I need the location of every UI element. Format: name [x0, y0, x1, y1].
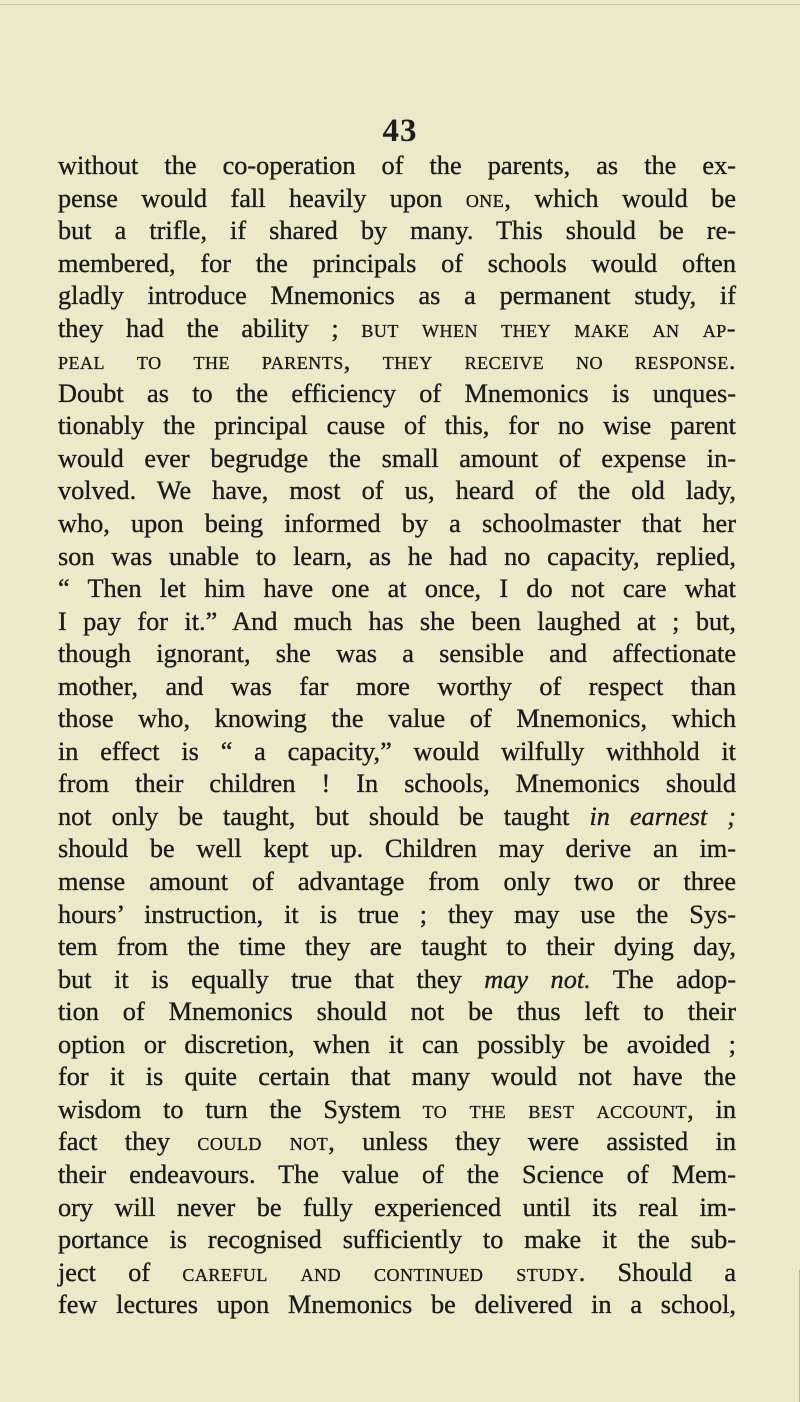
text-run: son was unable to learn, as he had no capacity, replied, [58, 541, 736, 571]
text-line [58, 703, 736, 736]
text-line [58, 736, 736, 769]
text-line [58, 606, 736, 639]
text-run: for it is quite certain that many would not have the [58, 1062, 736, 1092]
text-line [58, 1224, 736, 1257]
text-line [58, 475, 736, 508]
text-run: though ignorant, she was a sensible and affectionate [58, 639, 736, 669]
text-line [58, 1257, 736, 1290]
text-line [58, 833, 736, 866]
text-run: , which would be [504, 183, 737, 213]
text-run: but it is equally true that they [58, 964, 485, 994]
top-edge-rule [0, 4, 800, 5]
small-caps-run: to the best account [422, 1094, 688, 1124]
text-run: who, upon being informed by a schoolmaster that her [58, 509, 736, 539]
text-line [58, 443, 736, 476]
small-caps-run: one [465, 183, 505, 213]
text-line [58, 313, 736, 346]
text-run: pense would fall heavily upon [58, 183, 466, 213]
page-number: 43 [382, 113, 418, 149]
text-line [58, 378, 736, 411]
text-line [58, 996, 736, 1029]
text-run: would ever begrudge the small amount of expense in- [58, 443, 736, 473]
text-line [58, 1094, 736, 1127]
text-run: tem from the time they are taught to their dying day, [58, 932, 736, 962]
small-caps-run: careful and continued study [182, 1257, 579, 1287]
text-line [58, 1289, 736, 1322]
text-run: without the co-operation of the parents, as the ex- [58, 151, 736, 180]
text-run: wisdom to turn the System [58, 1094, 423, 1124]
text-line [58, 801, 736, 834]
text-line [58, 931, 736, 964]
text-line [58, 866, 736, 899]
text-run: hours’ instruction, it is true ; they may use the Sys- [58, 899, 736, 929]
text-run: volved. We have, most of us, heard of the old lady, [58, 476, 736, 506]
text-run: those who, knowing the value of Mnemonics, which [58, 704, 736, 734]
text-line [58, 1192, 736, 1225]
text-line [58, 1159, 736, 1192]
text-run: , in [687, 1094, 736, 1124]
italic-run: in earnest ; [589, 801, 736, 831]
text-line [58, 768, 736, 801]
text-run: The adop- [590, 964, 736, 994]
text-run: Doubt as to the efficiency of Mnemonics is unques- [58, 378, 736, 408]
text-line [58, 573, 736, 606]
text-run: fact they [58, 1127, 198, 1157]
text-run: tionably the principal cause of this, for no wise parent [58, 411, 736, 441]
text-line [58, 638, 736, 671]
text-line [58, 1061, 736, 1094]
text-run: . Should a [578, 1257, 737, 1287]
text-line [58, 899, 736, 932]
body-text [58, 150, 736, 1322]
text-line [58, 1126, 736, 1159]
text-run: in effect is “ a capacity,” would wilfully withhold it [58, 736, 736, 766]
text-run: I pay for it.” And much has she been laughed at ; but, [58, 606, 736, 636]
text-line [58, 508, 736, 541]
text-run: from their children ! In schools, Mnemonics should [58, 769, 736, 799]
text-run: ory will never be fully experienced until its real im- [58, 1192, 736, 1222]
text-run: not only be taught, but should be taught [58, 801, 590, 831]
small-caps-run: peal to the parents, they receive no response. [58, 346, 736, 376]
text-line [58, 345, 736, 378]
text-run: few lectures upon Mnemonics be delivered in a school, [58, 1290, 736, 1320]
text-run: their endeavours. The value of the Science of Mem- [58, 1159, 736, 1189]
text-run: mother, and was far more worthy of respect than [58, 671, 736, 701]
text-run: tion of Mnemonics should not be thus left to their [58, 997, 736, 1027]
text-run: they had the ability ; [58, 313, 362, 343]
text-line [58, 280, 736, 313]
text-run: membered, for the principals of schools would often [58, 248, 736, 278]
text-run: mense amount of advantage from only two or three [58, 867, 736, 897]
text-line [58, 215, 736, 248]
text-line [58, 248, 736, 281]
text-line [58, 1029, 736, 1062]
text-run: gladly introduce Mnemonics as a permanent study, if [58, 281, 736, 311]
text-run: , unless they were assisted in [328, 1127, 736, 1157]
text-run: portance is recognised sufficiently to make it the sub- [58, 1225, 736, 1255]
text-line [58, 671, 736, 704]
text-line [58, 541, 736, 574]
text-run: but a trifle, if shared by many. This should be re- [58, 216, 736, 246]
italic-run: may not. [484, 964, 591, 994]
text-run: should be well kept up. Children may derive an im- [58, 834, 736, 864]
small-caps-run: could not [197, 1127, 329, 1157]
text-run: option or discretion, when it can possibly be avoided ; [58, 1029, 736, 1059]
small-caps-run: but when they make an ap- [361, 313, 736, 343]
text-line [58, 964, 736, 997]
text-run: “ Then let him have one at once, I do not care what [58, 574, 736, 604]
text-line [58, 410, 736, 443]
text-run: ject of [58, 1257, 183, 1287]
text-line [58, 183, 736, 216]
text-line [58, 150, 736, 183]
